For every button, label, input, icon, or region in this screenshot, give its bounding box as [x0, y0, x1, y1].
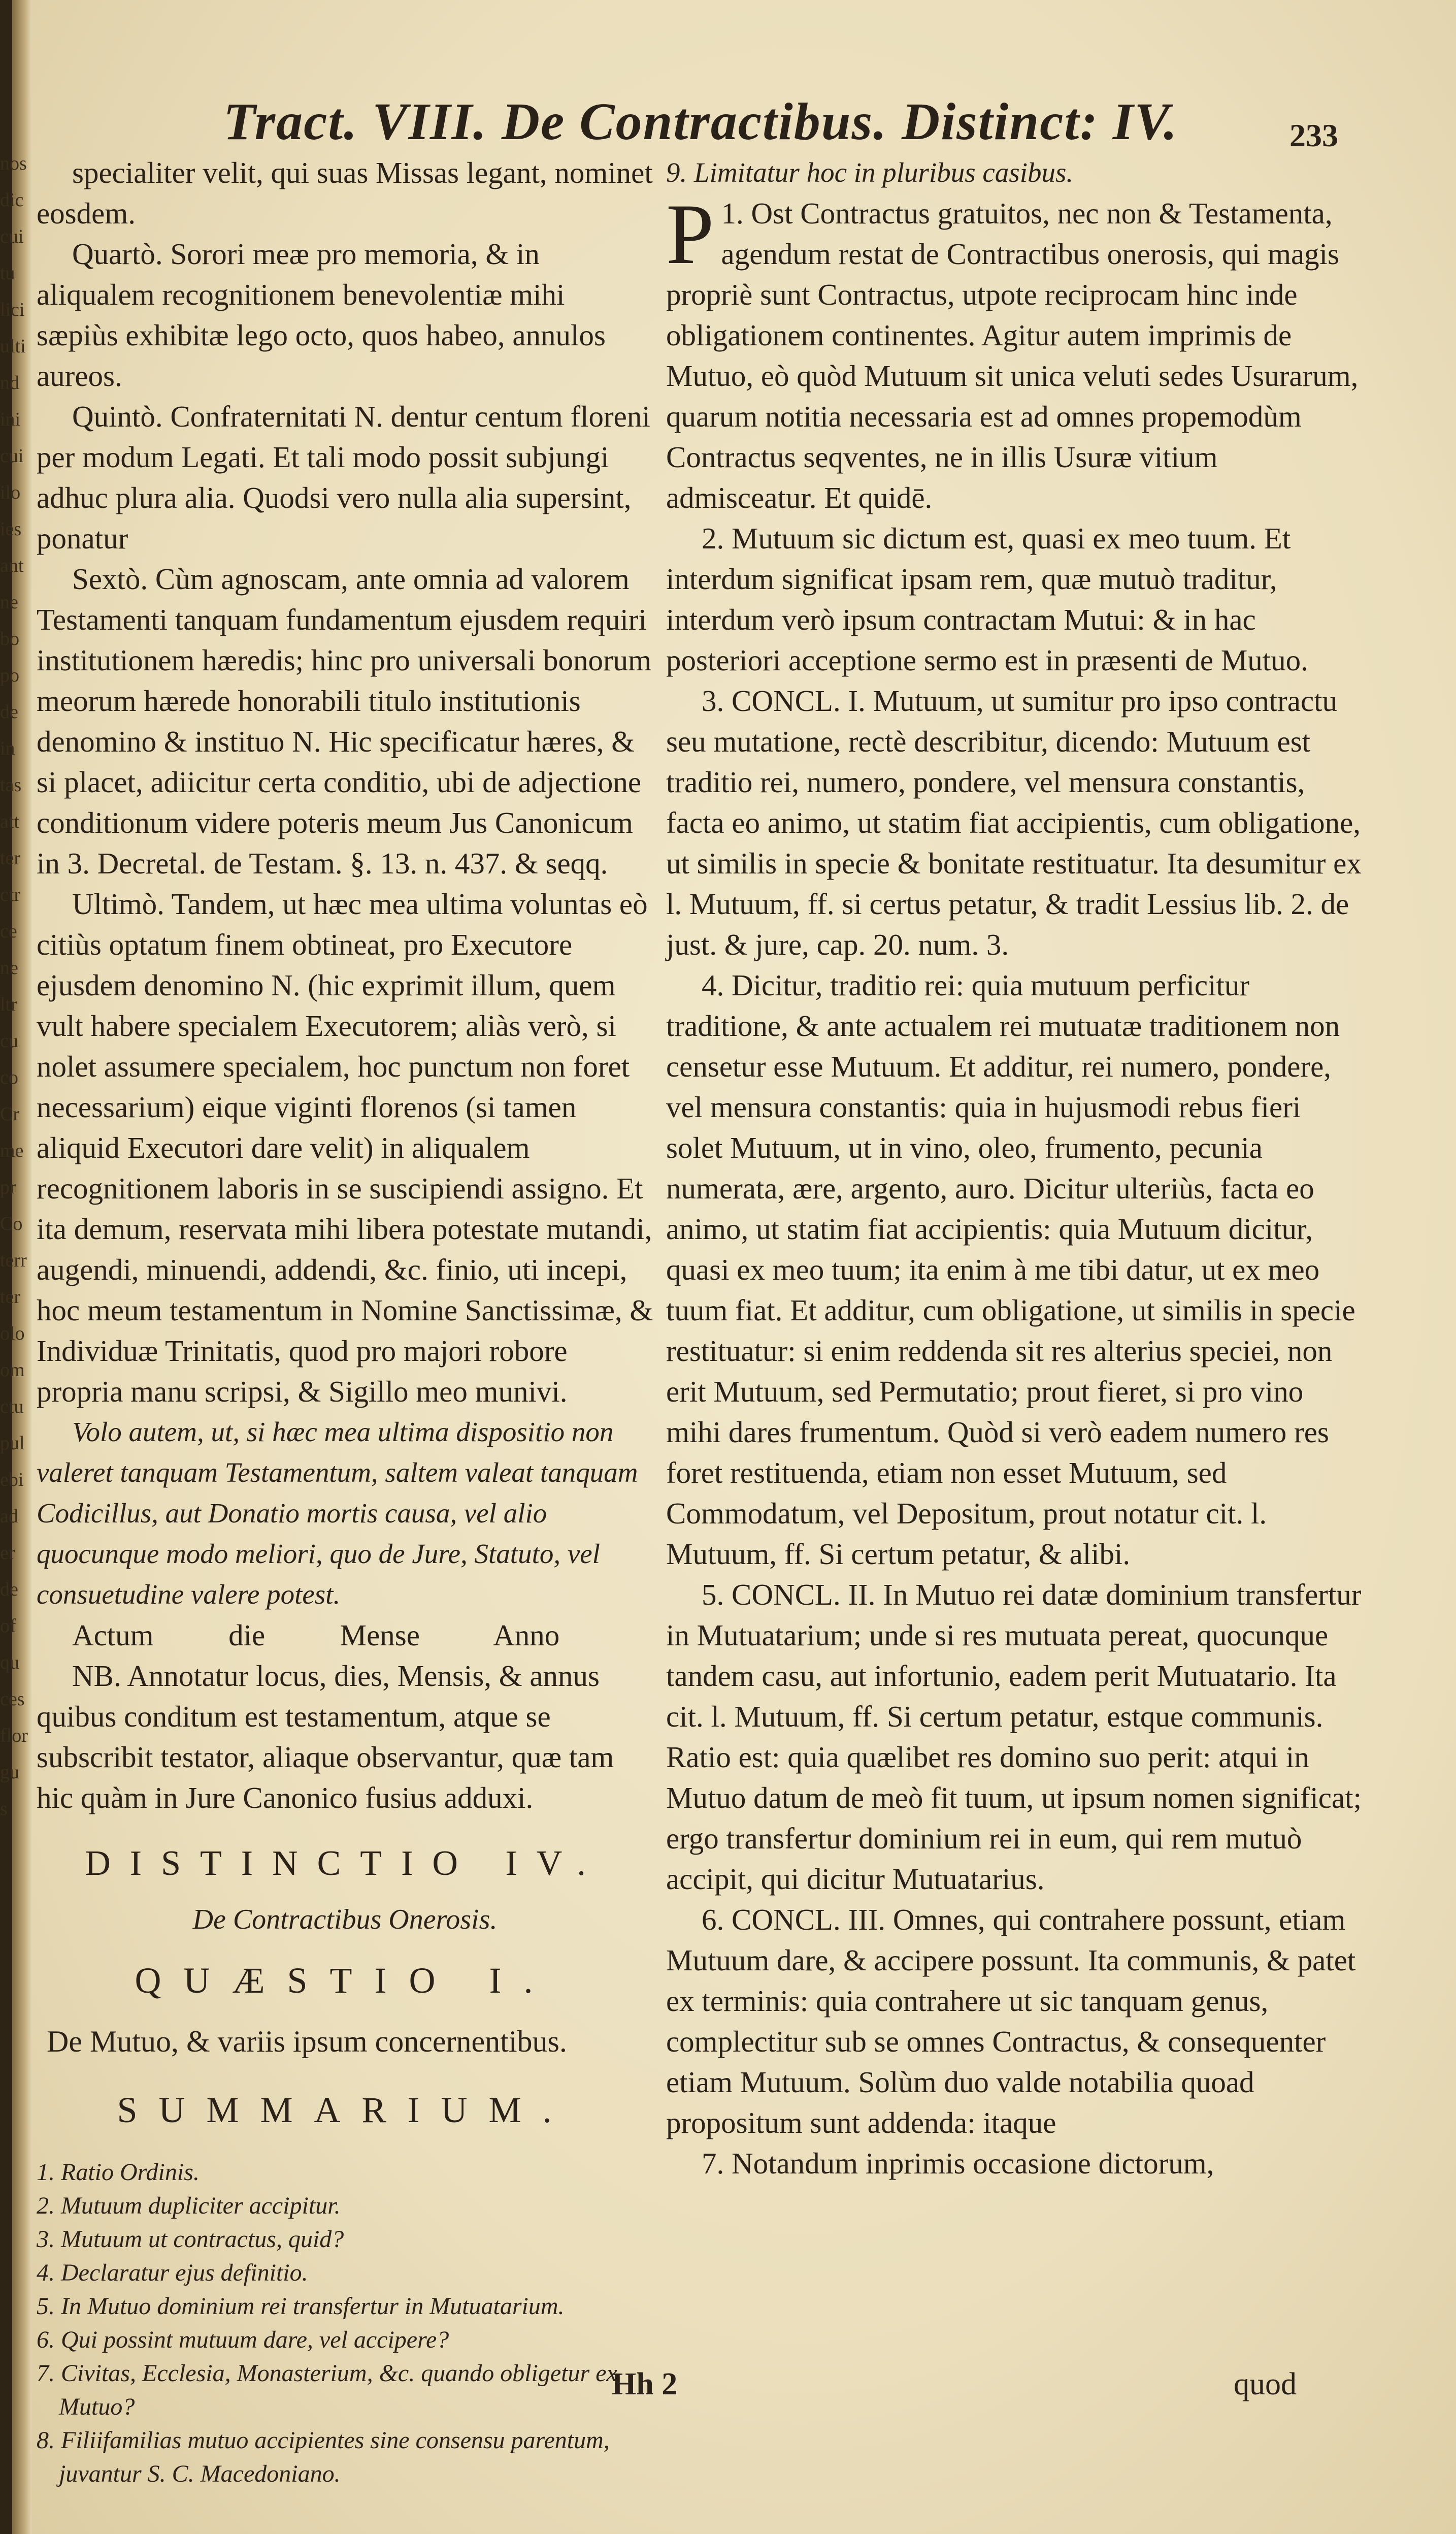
left-paragraph: Quintò. Confraternitati N. dentur centum floreni per modum Legati. Et tali modo possit subjungi adhuc plura alia. Quodsi vero nulla alia supersint, ponatur — [37, 400, 650, 555]
distinctio-heading: DISTINCTIO IV. — [85, 1844, 605, 1883]
summarium-item: 8. Filiifamilias mutuo accipientes sine consensu parentum, juvantur S. C. Macedoniano. — [37, 2427, 610, 2487]
paragraph-number: 6. — [702, 1903, 724, 1936]
catchword: quod — [1234, 2367, 1297, 2401]
facing-page-fragment: de — [0, 701, 18, 723]
right-paragraph — [666, 1899, 1362, 2143]
left-paragraph: Volo autem, ut, si hæc mea ultima dispositio non valeret tanquam Testamentum, saltem valeat tanquam Codicillus, aut Donatio mortis causa, vel alio quocunque modo meliori, quo de Jure, Statuto, vel consuetudine valere potest. — [37, 1416, 638, 1610]
summarium-item: 5. In Mutuo dominium rei transfertur in Mutuatarium. — [37, 2293, 565, 2320]
facing-page-fragment: ces — [0, 1688, 25, 1710]
facing-page-fragment: ltr — [0, 994, 17, 1015]
paragraph-text: Mutuum sic dictum est, quasi ex meo tuum. Et interdum significat ipsam rem, quæ mutuò traditur, interdum verò ipsum contractam Mutui: & in hac posteriori acceptione sermo est in præsenti de Mutuo. — [666, 522, 1308, 677]
facing-page-fragment: pul — [0, 1433, 25, 1454]
summarium-item: 7. Civitas, Ecclesia, Monasterium, &c. quando obligetur ex Mutuo? — [37, 2360, 617, 2420]
quaestio-heading: QUÆSTIO I. — [135, 1960, 555, 2001]
facing-page-fragment: cu — [0, 1030, 18, 1052]
facing-page-fragment: om — [0, 1359, 25, 1381]
facing-page-fragment: gu — [0, 1762, 19, 1783]
right-paragraph — [666, 518, 1362, 680]
left-paragraph: Actum die Mense Anno — [72, 1618, 560, 1652]
facing-page-fragment: nd — [0, 372, 19, 394]
quaestio-subtitle: De Mutuo, & variis ipsum concernentibus. — [47, 2025, 567, 2058]
paragraph-text: Notandum inprimis occasione dictorum, — [732, 2147, 1214, 2180]
facing-page-fragment: ulti — [0, 336, 26, 357]
paragraph-number: 7. — [702, 2147, 724, 2180]
facing-page-fragment: nos — [0, 153, 27, 174]
facing-page-fragment: Cr — [0, 1103, 19, 1125]
facing-page-fragment: pr — [0, 1177, 16, 1198]
paragraph-text: Ost Contractus gratuitos, nec non & Testamenta, agendum restat de Contractibus onerosis, qui magis propriè sunt Contractus, utpote reciprocam hinc inde obligationem continentes. Agitur autem imprimis de Mutuo, eò quòd Mutuum sit unica veluti sedes Usurarum, quarum notitia necessaria est ad omnes propemodùm Contractus seqventes, ne in illis Usuræ vitium admisceatur. Et quidē. — [666, 197, 1359, 514]
left-paragraph: Quartò. Sorori meæ pro memoria, & in aliqualem recognitionem benevolentiæ mihi sæpiùs exhibitæ lego octo, quos habeo, annulos aureos. — [37, 237, 606, 393]
summarium-item: 4. Declaratur ejus definitio. — [37, 2259, 308, 2286]
right-column — [666, 152, 1362, 2184]
facing-page-fragment: tu — [0, 263, 15, 284]
facing-page-fragment: tas — [0, 774, 22, 796]
running-title: Tract. VIII. De Contractibus. Distinct: IV. — [223, 92, 1178, 151]
summarium-heading: SUMMARIUM. — [117, 2090, 573, 2130]
left-paragraph: Ultimò. Tandem, ut hæc mea ultima voluntas eò citiùs optatum finem obtineat, pro Executore ejusdem denomino N. (hic exprimit illum, quem vult habere specialem Executorem; aliàs verò, si nolet assumere specialem, hoc punctum non foret necessarium) eique viginti florenos (si tamen aliquid Executori dare velit) in aliqualem recognitionem laboris in se suscipiendi assigno. Et ita demum, reservata mihi libera potestate mutandi, augendi, minuendi, addendi, &c. finio, uti incepi, hoc meum testamentum in Nomine Sanctissimæ, & Individuæ Trinitatis, quod pro majori robore propria manu scripsi, & Sigillo meo munivi. — [37, 887, 653, 1408]
facing-page-fragments — [0, 152, 30, 2438]
paragraph-number: 2. — [702, 522, 724, 555]
facing-page-fragment: att — [0, 811, 19, 832]
facing-page-fragment: me — [0, 1140, 24, 1161]
summarium-list — [37, 2156, 653, 2491]
page-number: 233 — [1289, 117, 1338, 153]
signature-mark: Hh 2 — [612, 2367, 678, 2401]
left-paragraph: specialiter velit, qui suas Missas legant, nominet eosdem. — [37, 156, 653, 230]
right-paragraph — [666, 1574, 1362, 1899]
drop-capital: P — [666, 186, 714, 282]
facing-page-fragment: ebi — [0, 1469, 24, 1490]
facing-page-fragment: ilo — [0, 482, 21, 503]
facing-page-fragment: cui — [0, 445, 24, 467]
paragraph-number: 4. — [702, 968, 724, 1002]
paragraph-text: CONCL. I. Mutuum, ut sumitur pro ipso contractu seu mutatione, rectè describitur, dicendo: Mutuum est traditio rei, numero, pondere, vel mensura constantis, facta eo animo, ut statim fiat accipientis, cum obligatione, ut similis in specie & bonitate restituatur. Ita desumitur ex l. Mutuum, ff. si certus petatur, & tradit Lessius lib. 2. de just. & jure, cap. 20. num. 3. — [666, 684, 1362, 961]
summarium-item: 3. Mutuum ut contractus, quid? — [37, 2226, 344, 2253]
facing-page-fragment: co — [0, 1067, 18, 1088]
facing-page-fragment: po — [0, 665, 19, 686]
left-paragraph: Sextò. Cùm agnoscam, ante omnia ad valorem Testamenti tanquam fundamentum ejusdem requiri institutionem hæredis; hinc pro universali bonorum meorum hærede honorabili titulo institutionis denomino & instituo N. Hic specificatur hæres, & si placet, adiicitur certa conditio, ubi de adjectione conditionum videre poteris meum Jus Canonicum in 3. Decretal. de Testam. §. 13. n. 437. & seqq. — [37, 562, 651, 880]
left-paragraph: NB. Annotatur locus, dies, Mensis, & annus quibus conditum est testamentum, atque se subscribit testator, aliaque observantur, quæ tam hic quàm in Jure Canonico fusius adduxi. — [37, 1659, 614, 1814]
facing-page-fragment: flor — [0, 1725, 28, 1746]
facing-page-fragment: ini — [0, 409, 21, 430]
facing-page-fragment: dic — [0, 189, 24, 211]
summarium-item-continued: 9. Limitatur hoc in pluribus casibus. — [666, 157, 1074, 188]
paragraph-text: CONCL. III. Omnes, qui contrahere possunt, etiam Mutuum dare, & accipere possunt. Ita communis, & patet ex terminis: quia contrahere ut sic tanquam genus, complectitur sub se omnes Contractus, & consequenter etiam Mutuum. Solùm duo valde notabilia quoad propositum sunt addenda: itaque — [666, 1903, 1356, 2139]
facing-page-fragment: ter — [0, 1286, 21, 1308]
facing-page-fragment: ant — [0, 555, 24, 576]
distinctio-subtitle: De Contractibus Onerosis. — [192, 1904, 498, 1935]
facing-page-fragment: terr — [0, 1250, 27, 1271]
right-paragraph — [666, 965, 1362, 1574]
summarium-item: 2. Mutuum dupliciter accipitur. — [37, 2192, 341, 2219]
right-paragraph — [666, 680, 1362, 965]
facing-page-fragment: de — [0, 1579, 18, 1600]
facing-page-fragment: of — [0, 1615, 16, 1637]
facing-page-fragment: er — [0, 1542, 15, 1564]
facing-page-fragment: qu — [0, 1652, 19, 1673]
facing-page-fragment: ctu — [0, 1396, 24, 1417]
right-paragraph — [666, 186, 1362, 518]
facing-page-fragment: Co — [0, 1213, 23, 1234]
facing-page-fragment: in — [0, 738, 15, 759]
facing-page-fragment: ter — [0, 848, 21, 869]
facing-page-fragment: olo — [0, 1323, 25, 1344]
paragraph-text: Dicitur, traditio rei: quia mutuum perficitur traditione, & ante actualem rei mutuatæ traditionem non censetur esse Mutuum. Et additur, rei numero, pondere, vel mensura constantis: quia in hujusmodi rebus fieri solet Mutuum, ut in vino, oleo, frumento, pecunia numerata, ære, argento, auro. Dicitur ulteriùs, facta eo animo, ut statim fiat accipientis: quia Mutuum dicitur, quasi ex meo tuum; ita enim à me tibi datur, ut ex meo tuum fiat. Et additur, cum obligatione, ut similis in specie restituatur: si enim reddenda sit res alterius speciei, non erit Mutuum, sed Permutatio; prout fieret, si pro vino mihi dares frumentum. Quòd si verò eadem numero res foret restituenda, etiam non esset Mutuum, sed Commodatum, vel Depositum, prout notatur cit. l. Mutuum, ff. Si certum petatur, & alibi. — [666, 968, 1355, 1571]
facing-page-fragment: cui — [0, 226, 24, 247]
facing-page-fragment: bo — [0, 628, 19, 649]
paragraph-number: 5. — [702, 1578, 724, 1611]
paragraph-number: 1. — [721, 197, 744, 230]
paragraph-number: 3. — [702, 684, 724, 718]
paragraph-text: CONCL. II. In Mutuo rei datæ dominium transfertur in Mutuatarium; unde si res mutuata pereat, quocunque tandem casu, aut infortunio, eadem perit Mutuatario. Ita cit. l. Mutuum, ff. Si certum petatur, estque communis. Ratio est: quia quælibet res domino suo perit: atqui in Mutuo datum de meò fit tuum, ut ipsum nomen significat; ergo transfertur dominium rei in eum, qui rem mutuò accipit, qui dicitur Mutuatarius. — [666, 1578, 1362, 1896]
right-paragraph — [666, 2143, 1362, 2184]
facing-page-fragment: ies — [0, 518, 22, 540]
facing-page-fragment: ad — [0, 1506, 18, 1527]
facing-page-fragment: ctr — [0, 884, 21, 905]
summarium-item: 1. Ratio Ordinis. — [37, 2159, 200, 2186]
facing-page-fragment: s — [0, 1798, 8, 1820]
summarium-item: 6. Qui possint mutuum dare, vel accipere? — [37, 2326, 449, 2353]
facing-page-fragment: lici — [0, 299, 25, 320]
facing-page-fragment: ne — [0, 592, 18, 613]
left-column — [37, 152, 653, 2491]
facing-page-fragment: ne — [0, 957, 18, 979]
facing-page-fragment: ce — [0, 921, 17, 942]
